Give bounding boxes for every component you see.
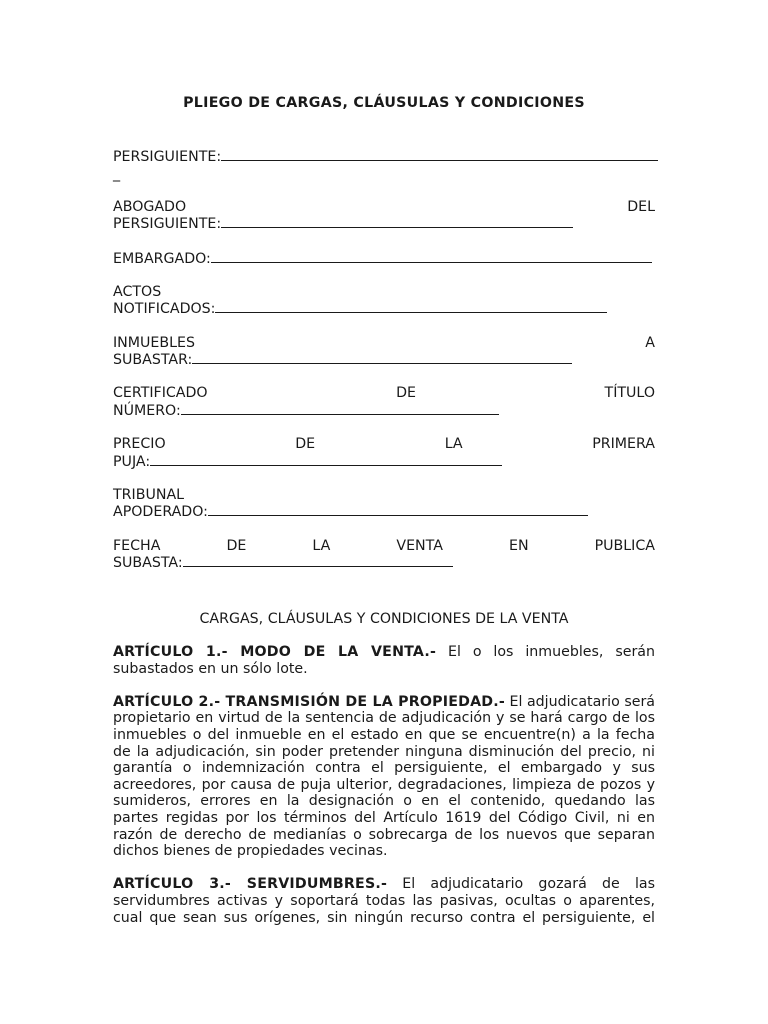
article-heading: ARTÍCULO 3.- SERVIDUMBRES.- [113,876,388,893]
field-label: TRIBUNAL [113,486,185,503]
field-label: LA [312,537,331,554]
blank-line [192,351,572,364]
field-label: ABOGADO [113,198,187,215]
field-embargado [113,250,655,268]
field-label: DE [295,436,316,453]
field-actos [113,284,655,318]
field-label: PRIMERA [592,436,655,453]
field-label: CERTIFICADO [113,385,208,402]
field-label: PUBLICA [594,537,655,554]
blank-line [221,215,573,228]
field-persiguiente [113,148,655,182]
field-label: VENTA [396,537,443,554]
field-label: DEL [627,198,655,215]
field-tribunal [113,487,655,521]
blank-line [181,402,499,415]
article-heading: ARTÍCULO 2.- TRANSMISIÓN DE LA PROPIEDAD.- [113,693,505,710]
section-title: CARGAS, CLÁUSULAS Y CONDICIONES DE LA VENTA [199,611,569,627]
field-label: FECHA [113,537,161,554]
blank-line [183,554,453,567]
field-abogado [113,199,655,233]
field-label: NOTIFICADOS: [113,301,216,318]
field-label: EMBARGADO: [113,250,211,267]
form-fields [113,148,655,588]
field-certificado [113,385,655,419]
field-tail: _ [113,165,121,182]
field-inmuebles [113,335,655,369]
field-label: SUBASTAR: [113,352,193,369]
field-label: LA [444,436,463,453]
field-precio [113,436,655,470]
field-label: ACTOS [113,283,162,300]
article-text: El adjudicatario gozará de las servidumbres activas y soportará todas las pasivas, ocultas o aparentes, cual que sean sus orígenes, sin ningún recurso contra el persiguiente, el [113,876,655,926]
field-label: PRECIO [113,436,166,453]
article-2 [113,694,655,860]
field-label: A [645,334,655,351]
field-fecha [113,538,655,572]
document-title: PLIEGO DE CARGAS, CLÁUSULAS Y CONDICIONES [183,95,585,111]
blank-line [208,503,588,516]
articles-list [113,644,655,943]
field-label: SUBASTA: [113,555,183,572]
article-3 [113,876,655,926]
field-label: PERSIGUIENTE: [113,216,222,233]
field-label: PUJA: [113,453,151,470]
field-label: NÚMERO: [113,402,181,419]
field-label: TÍTULO [604,385,655,402]
field-label: DE [226,537,247,554]
article-text: El o los inmuebles, serán subastados en un sólo lote. [113,644,655,677]
field-label: APODERADO: [113,504,208,521]
article-text: El adjudicatario será propietario en virtud de la sentencia de adjudicación y se hará cargo de los inmuebles o del inmueble en el estado en que se encuentre(n) a la fecha de la adjudicación, sin poder pretender ninguna disminución del precio, ni garantía o indemnización contra el persiguiente, el embargado y sus acreedores, por causa de puja ulterior, degradaciones, limpieza de pozos y sumideros, errores en la designación o en el contenido, quedando las partes regidas por los términos del Artículo 1619 del Código Civil, ni en razón de derecho de medianías o sobrecarga de los nuevos que separan dichos bienes de propiedades vecinas. [113,693,655,860]
blank-line [211,250,652,263]
blank-line [150,453,502,466]
field-label: INMUEBLES [113,334,195,351]
field-label: EN [508,537,529,554]
blank-line [221,148,658,161]
field-label: PERSIGUIENTE: [113,149,222,165]
blank-line [215,300,607,313]
field-label: DE [396,385,417,402]
article-1 [113,644,655,677]
article-heading: ARTÍCULO 1.- MODO DE LA VENTA.- [113,644,437,660]
